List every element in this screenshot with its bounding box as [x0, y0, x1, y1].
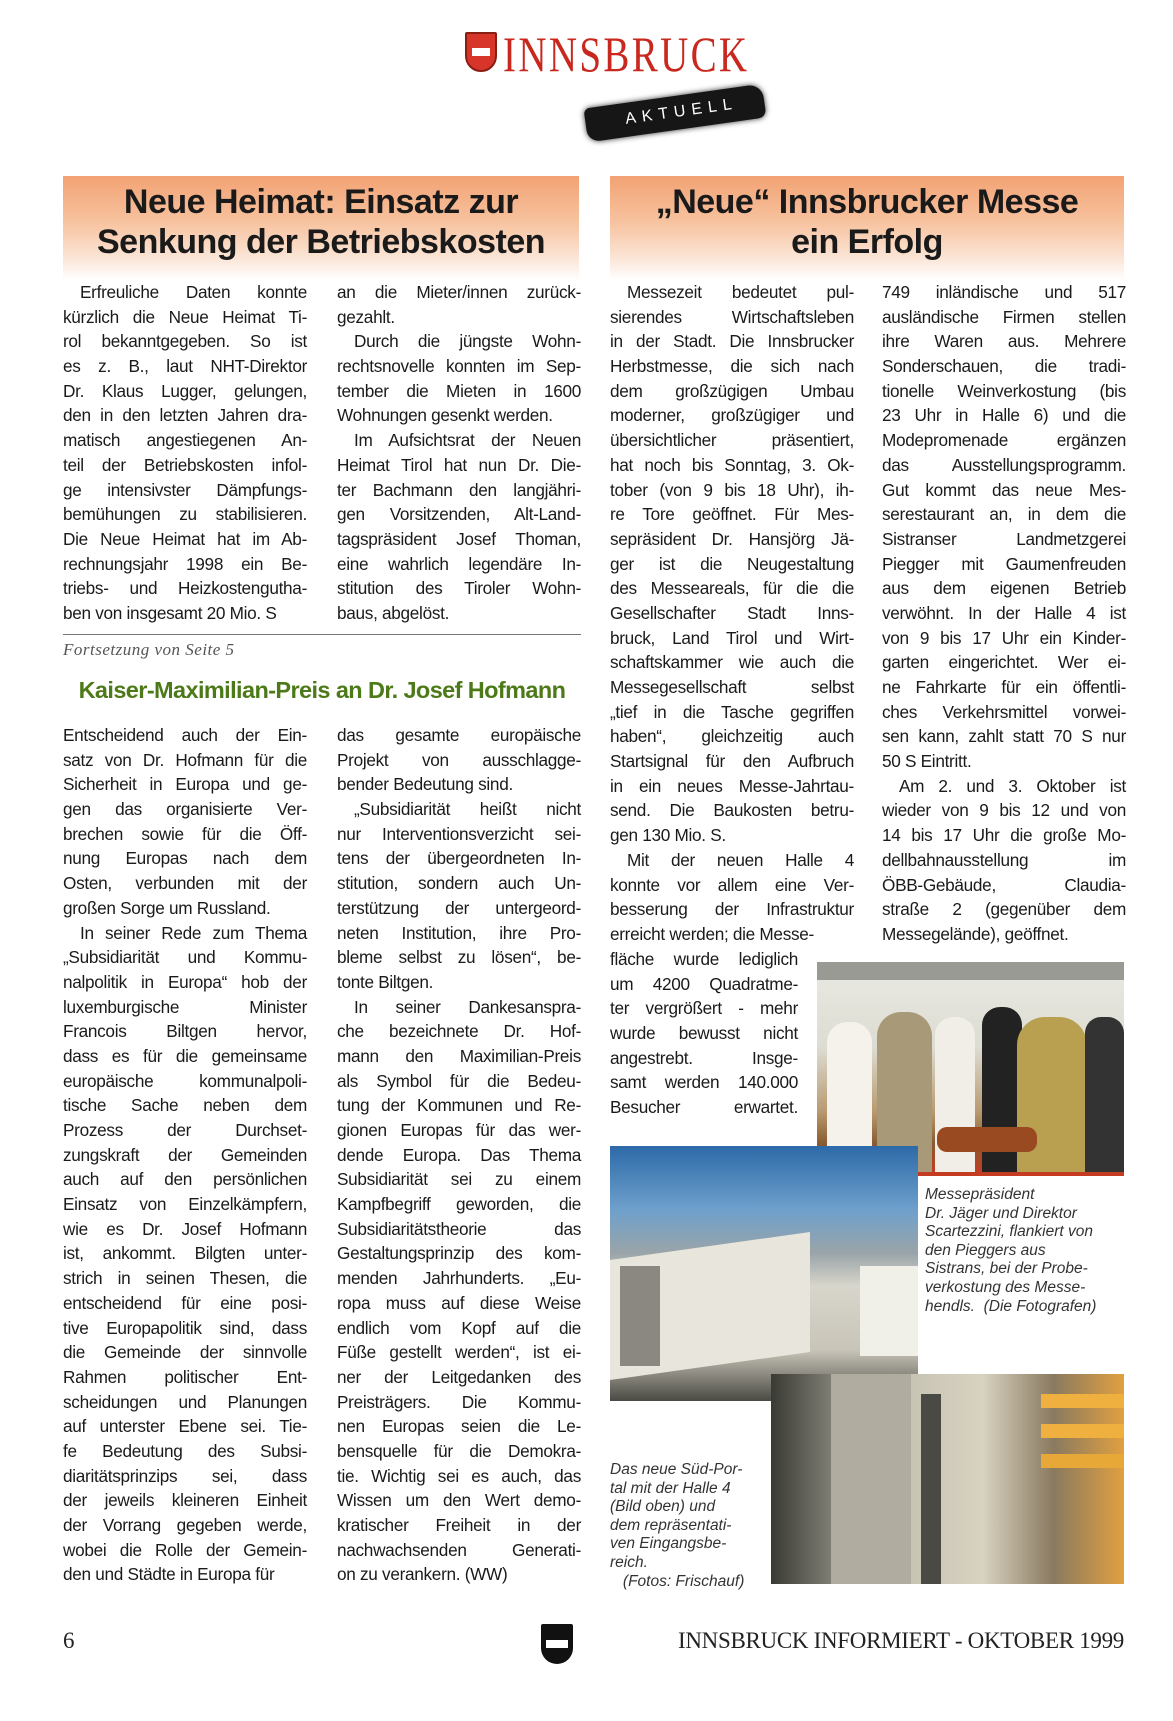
- text-line: Herbstmesse, die sich nach: [610, 356, 854, 377]
- text-line: baus, abgelöst.: [337, 602, 450, 623]
- text-line: Kampfbegriff geworden, die: [337, 1194, 581, 1215]
- text-line: gen das organisierte Ver-: [63, 799, 307, 820]
- text-line: Wissen um den Wert demo-: [337, 1490, 581, 1511]
- text-line: wie es Dr. Josef Hofmann: [63, 1218, 307, 1239]
- text-line: Heimat Tirol hat nun Dr. Die-: [337, 454, 581, 475]
- text-line: schaftskammer wie auch die: [610, 652, 854, 673]
- text-line: luxemburgische Minister: [63, 996, 307, 1017]
- text-line: „Subsidiarität und Kommu-: [63, 947, 307, 968]
- text-line: matisch angestiegenen An-: [63, 430, 307, 451]
- text-line: Gesellschafter Stadt Inns-: [610, 602, 854, 623]
- article3-headline-box: [610, 176, 1124, 280]
- text-line: dass es für die gemeinsame: [63, 1045, 307, 1066]
- text-line: mann den Maximilian-Preis: [337, 1045, 581, 1066]
- text-line: ter vergrößert - mehr: [610, 998, 798, 1019]
- article2-column-1: [63, 723, 307, 1587]
- text-line: nalpolitik in Europa“ hob der: [63, 971, 307, 992]
- text-line: diaritätsprinzips sei, dass: [63, 1465, 307, 1486]
- text-line: ben von insgesamt 20 Mio. S: [63, 602, 277, 623]
- caption-line: Sistrans, bei der Probe-: [925, 1260, 1088, 1278]
- caption-restaurant: [925, 1186, 1125, 1316]
- text-line: dende Europa. Das Thema: [337, 1144, 581, 1165]
- text-line: konnte vor allem eine Ver-: [610, 874, 854, 895]
- text-line: 14 bis 17 Uhr die große Mo-: [882, 825, 1126, 846]
- text-line: Sistranser Landmetzgerei: [882, 528, 1126, 549]
- text-line: rechnungsjahr 1998 ein Be-: [63, 553, 307, 574]
- text-line: Mit der neuen Halle 4: [627, 849, 854, 870]
- caption-line: ven Eingangsbe-: [610, 1535, 727, 1553]
- text-line: ches Verkehrsmittel vorwei-: [882, 701, 1126, 722]
- text-line: sierendes Wirtschaftsleben: [610, 306, 854, 327]
- text-line: dem großzügigen Umbau: [610, 380, 854, 401]
- text-line: satz von Dr. Hofmann für die: [63, 749, 307, 770]
- photo-eingangsbereich: [771, 1374, 1124, 1584]
- text-line: sepräsident Dr. Hansjörg Jä-: [610, 528, 854, 549]
- text-line: Prozess der Durchset-: [63, 1120, 307, 1140]
- text-line: nen Europas seien die Le-: [337, 1416, 581, 1437]
- text-line: großen Sorge um Russland.: [63, 897, 271, 918]
- text-line: der Vorrang gegeben werde,: [63, 1515, 307, 1535]
- text-line: Besucher erwartet.: [610, 1097, 798, 1118]
- text-line: bemühungen zu stabilisieren.: [63, 504, 307, 525]
- text-line: Am 2. und 3. Oktober ist: [899, 775, 1126, 796]
- text-line: in der Stadt. Die Innsbrucker: [610, 331, 854, 352]
- text-line: stitution, sondern auch Un-: [337, 873, 581, 894]
- text-line: des Messeareals, für die die: [610, 578, 854, 599]
- text-line: den in den letzten Jahren dra-: [63, 405, 307, 426]
- text-line: Preisträgers. Die Kommu-: [337, 1391, 581, 1412]
- text-line: an die Mieter/innen zurück-: [337, 282, 581, 302]
- text-line: ausländische Firmen stellen: [882, 306, 1126, 327]
- text-line: hat noch bis Sonntag, 3. Ok-: [610, 454, 854, 475]
- text-line: 50 S Eintritt.: [882, 751, 972, 772]
- text-line: von 9 bis 17 Uhr ein Kinder-: [882, 627, 1126, 648]
- caption-line: Messepräsident: [925, 1186, 1035, 1203]
- text-line: Osten, verbunden mit der: [63, 873, 307, 894]
- text-line: Wohnungen gesenkt werden.: [337, 405, 553, 426]
- headline-line: ein Erfolg: [791, 223, 943, 261]
- text-line: auch auf den persönlichen: [63, 1169, 307, 1190]
- text-line: bleme selbst zu lösen“, be-: [337, 947, 581, 968]
- text-line: erreicht werden; die Messe-: [610, 923, 814, 944]
- text-line: triebs- und Heizkostenguthа-: [63, 578, 307, 599]
- text-line: ter Bachmann den langjähri-: [337, 479, 581, 500]
- text-line: kürzlich die Neue Heimat Ti-: [63, 306, 307, 327]
- text-line: „Subsidiarität heißt nicht: [354, 799, 581, 820]
- text-line: In seiner Dankesanspra-: [354, 996, 581, 1017]
- text-line: Projekt von ausschlagge-: [337, 749, 581, 770]
- text-line: re Tore geöffnet. Für Mes-: [610, 504, 854, 525]
- text-line: tonte Biltgen.: [337, 971, 434, 992]
- logo-wordmark: INNSBRUCK: [503, 26, 750, 82]
- text-line: kratischer Freiheit in der: [337, 1515, 581, 1535]
- text-line: Die Neue Heimat hat im Ab-: [63, 528, 307, 549]
- text-line: der jeweils kleineren Einheit: [63, 1490, 307, 1511]
- text-line: ner der Leitgedanken des: [337, 1366, 581, 1387]
- text-line: fe Bedeutung des Subsi-: [63, 1440, 307, 1461]
- text-line: Erfreuliche Daten konnte: [80, 282, 307, 302]
- text-line: Füße gestellt werden“, ist ei-: [337, 1342, 581, 1363]
- logo-subtitle: AKTUELL: [624, 95, 739, 128]
- caption-line: Scartezzini, flankiert von: [925, 1223, 1093, 1241]
- text-line: Rahmen politischer Ent-: [63, 1366, 307, 1387]
- text-line: 749 inländische und 517: [882, 282, 1126, 302]
- text-line: Subsidiaritätstheorie das: [337, 1218, 581, 1239]
- text-line: bender Bedeutung sind.: [337, 774, 513, 795]
- text-line: zungskraft der Gemeinden: [63, 1144, 307, 1165]
- text-line: neten Institution, ihre Pro-: [337, 922, 581, 943]
- headline-line: „Neue“ Innsbrucker Messe: [655, 183, 1079, 221]
- page-number: 6: [63, 1628, 75, 1653]
- text-line: gezahlt.: [337, 306, 395, 327]
- text-line: ihre Waren aus. Mehrere: [882, 331, 1126, 352]
- text-line: dellbahnausstellung im: [882, 849, 1126, 870]
- text-line: samt werden 140.000: [610, 1072, 798, 1093]
- text-line: straße 2 (gegenüber dem: [882, 899, 1126, 920]
- article3-column-1-narrow: [610, 947, 798, 1120]
- text-line: Messegesellschaft selbst: [610, 677, 854, 697]
- caption-portal: [610, 1461, 770, 1591]
- text-line: das Ausstellungsprogramm.: [882, 454, 1126, 475]
- text-line: Dr. Klaus Lugger, gelungen,: [63, 380, 307, 401]
- caption-line: (Fotos: Frischauf): [610, 1572, 745, 1590]
- text-line: Messegelände), geöffnet.: [882, 923, 1069, 944]
- text-line: tung der Kommunen und Re-: [337, 1095, 581, 1116]
- article2-column-2: [337, 723, 581, 1587]
- article3-column-1: [610, 280, 854, 947]
- text-line: Gestaltungsprinzip des kom-: [337, 1243, 581, 1264]
- text-line: angestrebt. Insge-: [610, 1047, 798, 1068]
- text-line: bruck, Land Tirol und Wirt-: [610, 627, 854, 648]
- text-line: Sonderschauen, die tradi-: [882, 356, 1126, 377]
- divider: [63, 634, 581, 635]
- text-line: eine wahrlich legendäre In-: [337, 553, 581, 574]
- text-line: das gesamte europäische: [337, 725, 581, 745]
- text-line: in ein neues Messe-Jahrtau-: [610, 775, 854, 796]
- text-line: tive Europapolitik sind, dass: [63, 1317, 307, 1338]
- caption-line: tal mit der Halle 4: [610, 1479, 731, 1497]
- text-line: entscheidend für eine posi-: [63, 1292, 307, 1313]
- text-line: tionelle Weinverkostung (bis: [882, 380, 1126, 401]
- text-line: Startsignal für den Aufbruch: [610, 751, 854, 772]
- text-line: es z. B., laut NHT-Direktor: [63, 356, 307, 377]
- text-line: Piegger mit Gaumenfreuden: [882, 553, 1126, 574]
- text-line: Durch die jüngste Wohn-: [354, 331, 581, 352]
- article3-column-2: [882, 280, 1126, 947]
- text-line: Subsidiarität sei zu einem: [337, 1169, 581, 1190]
- article1-column-1: [63, 280, 307, 626]
- footer-publication-title: INNSBRUCK INFORMIERT - OKTOBER 1999: [677, 1628, 1124, 1653]
- text-line: nachwachsenden Generati-: [337, 1539, 581, 1560]
- text-line: fläche wurde lediglich: [610, 949, 798, 969]
- text-line: nur Interventionsverzicht sei-: [337, 823, 581, 844]
- text-line: gen Vorsitzenden, Alt-Land-: [337, 504, 581, 525]
- text-line: Entscheidend auch der Ein-: [63, 725, 307, 745]
- text-line: serestaurant an, in dem die: [882, 504, 1126, 525]
- text-line: die Gemeinde der sinnvolle: [63, 1342, 307, 1363]
- text-line: besserung der Infrastruktur: [610, 899, 854, 920]
- text-line: on zu verankern. (WW): [337, 1564, 508, 1585]
- text-line: Sicherheit in Europa und ge-: [63, 774, 307, 795]
- text-line: tie. Wichtig sei es auch, das: [337, 1465, 581, 1486]
- text-line: Messezeit bedeutet pul-: [627, 282, 854, 302]
- text-line: brechen sowie für die Öff-: [63, 823, 307, 844]
- article3-headline: [610, 176, 1124, 262]
- text-line: übersichtlicher präsentiert,: [610, 430, 854, 451]
- text-line: terstützung der untergeord-: [337, 897, 581, 918]
- photo-sued-portal: [610, 1146, 918, 1401]
- innsbruck-crest-icon: [465, 32, 497, 72]
- text-line: aus dem eigenen Betrieb: [882, 578, 1126, 599]
- text-line: gionen Europas für das wer-: [337, 1120, 581, 1140]
- text-line: nung Europas nach dem: [63, 848, 307, 869]
- text-line: garten eingerichtet. Wer ei-: [882, 652, 1126, 673]
- article2-headline: Kaiser-Maximilian-Preis an Dr. Josef Hofmann: [78, 677, 566, 703]
- text-line: moderner, großzügiger und: [610, 405, 854, 426]
- caption-line: Dr. Jäger und Direktor: [925, 1204, 1077, 1222]
- text-line: menden Jahrhunderts. „Eu-: [337, 1268, 581, 1289]
- text-line: den und Städte in Europa für: [63, 1564, 275, 1585]
- article1-column-2: [337, 280, 581, 626]
- text-line: endlich vom Kopf auf die: [337, 1317, 581, 1338]
- text-line: tens der übergeordneten In-: [337, 848, 581, 869]
- text-line: In seiner Rede zum Thema: [80, 922, 307, 943]
- text-line: rechtsnovelle konnten im Sep-: [337, 356, 581, 377]
- article1-headline: [63, 176, 579, 262]
- caption-line: Das neue Süd-Por-: [610, 1461, 743, 1478]
- text-line: scheidungen und Planungen: [63, 1391, 307, 1412]
- text-line: europäische kommunalpoli-: [63, 1070, 307, 1091]
- text-line: teil der Betriebskosten infol-: [63, 454, 307, 475]
- text-line: Einsatz von Einzelkämpfern,: [63, 1194, 307, 1215]
- text-line: Im Aufsichtsrat der Neuen: [354, 430, 581, 451]
- text-line: um 4200 Quadratme-: [610, 973, 798, 994]
- photo-messe-restaurant: [817, 962, 1124, 1176]
- text-line: tische Sache neben dem: [63, 1095, 307, 1116]
- caption-line: hendls. (Die Fotografen): [925, 1297, 1097, 1315]
- text-line: bensquelle für die Demokra-: [337, 1440, 581, 1461]
- text-line: rol bekanntgegeben. So ist: [63, 331, 307, 352]
- text-line: Gut kommt das neue Mes-: [882, 479, 1126, 500]
- innsbruck-aktuell-logo: [465, 28, 775, 148]
- continuation-note: Fortsetzung von Seite 5: [63, 640, 235, 659]
- text-line: wurde bewusst nicht: [610, 1023, 798, 1044]
- text-line: als Symbol für die Bedeu-: [337, 1070, 581, 1091]
- text-line: ÖBB-Gebäude, Claudia-: [882, 874, 1126, 895]
- caption-line: (Bild oben) und: [610, 1498, 716, 1516]
- logo-brush-stroke: [584, 84, 767, 143]
- text-line: stitution des Tiroler Wohn-: [337, 578, 581, 599]
- caption-line: reich.: [610, 1553, 648, 1571]
- headline-line: Senkung der Betriebskosten: [96, 223, 545, 261]
- text-line: tober (von 9 bis 18 Uhr), ih-: [610, 479, 854, 500]
- text-line: strich in seinen Thesen, die: [63, 1268, 307, 1289]
- text-line: tagspräsident Josef Thoman,: [337, 528, 581, 549]
- text-line: send. Die Baukosten betru-: [610, 800, 854, 821]
- text-line: ist, ankommt. Bilgten unter-: [63, 1243, 307, 1264]
- text-line: gen 130 Mio. S.: [610, 825, 726, 846]
- text-line: sen kann, zahlt statt 70 S nur: [882, 726, 1126, 747]
- text-line: che bezeichnete Dr. Hof-: [337, 1021, 581, 1042]
- caption-line: dem repräsentati-: [610, 1516, 732, 1534]
- text-line: ger ist die Neugestaltung: [610, 553, 854, 574]
- text-line: 23 Uhr in Halle 6) und die: [882, 405, 1126, 426]
- text-line: ropa muss auf diese Weise: [337, 1292, 581, 1313]
- article1-headline-box: [63, 176, 579, 280]
- text-line: haben“, gleichzeitig auch: [610, 726, 854, 747]
- text-line: Modepromenade ergänzen: [882, 430, 1126, 451]
- caption-line: verkostung des Messe-: [925, 1278, 1086, 1296]
- text-line: verwöhnt. In der Halle 4 ist: [882, 602, 1126, 623]
- text-line: Francois Biltgen hervor,: [63, 1021, 307, 1042]
- text-line: ge intensivster Dämpfungs-: [63, 479, 307, 500]
- headline-line: Neue Heimat: Einsatz zur: [123, 183, 519, 221]
- text-line: „tief in die Tasche gegriffen: [610, 701, 854, 722]
- text-line: wieder von 9 bis 12 und von: [882, 800, 1126, 821]
- text-line: auf unterster Ebene sei. Tie-: [63, 1416, 307, 1437]
- footer-crest-icon: [541, 1624, 573, 1664]
- text-line: wobei die Rolle der Gemein-: [63, 1539, 307, 1560]
- text-line: tember die Mieten in 1600: [337, 380, 581, 401]
- caption-line: den Pieggers aus: [925, 1241, 1046, 1259]
- text-line: ne Fahrkarte für ein öffentli-: [882, 677, 1126, 697]
